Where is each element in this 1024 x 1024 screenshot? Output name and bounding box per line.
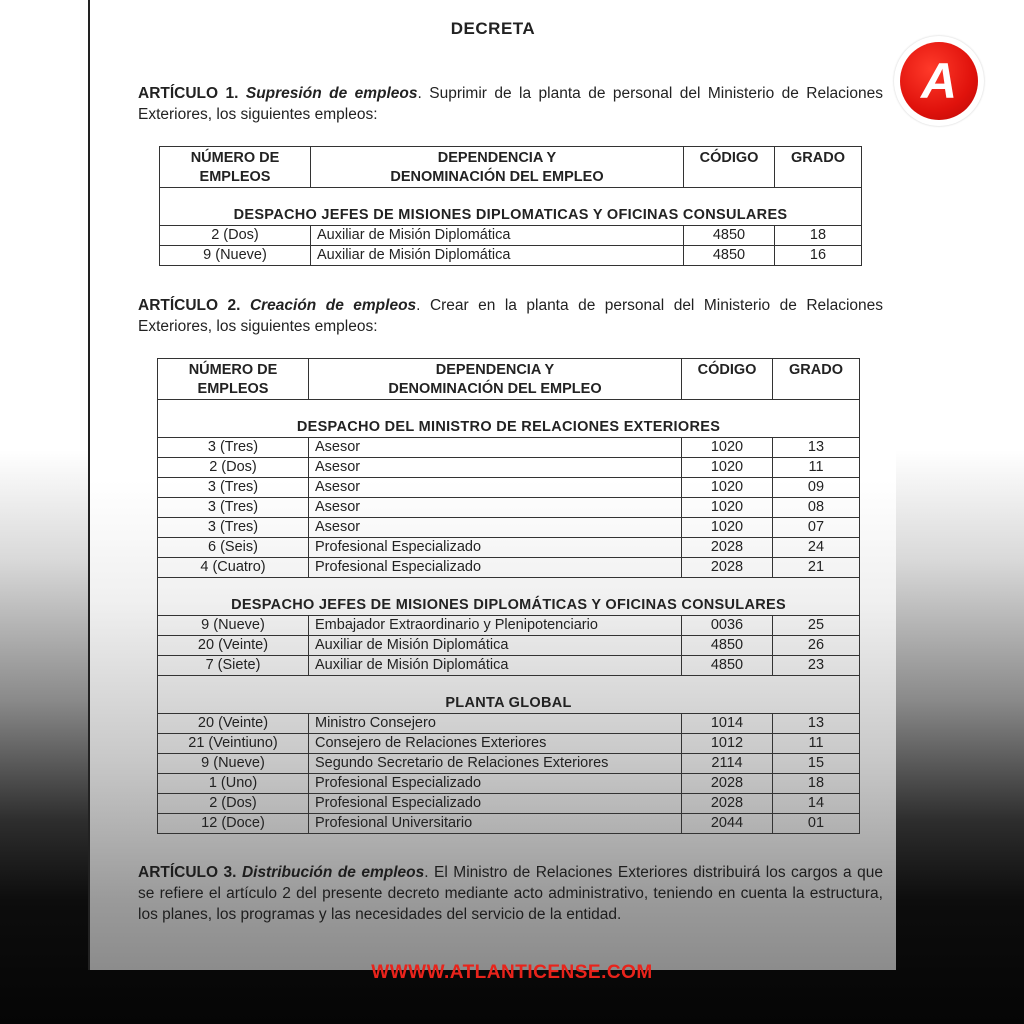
row-code-cell: 4850 (682, 656, 773, 676)
table-row (158, 518, 860, 538)
table-row (158, 734, 860, 754)
table-row (158, 754, 860, 774)
row-code-cell: 2028 (682, 774, 773, 794)
table-row (158, 438, 860, 458)
table-row (158, 558, 860, 578)
row-name-cell: Ministro Consejero (309, 714, 682, 734)
header-numero: NÚMERO DE EMPLEOS (160, 147, 311, 188)
row-grade-cell: 14 (773, 794, 860, 814)
section-title: DESPACHO JEFES DE MISIONES DIPLOMÁTICAS Y OFICINAS CONSULARES (158, 578, 860, 616)
article-2 (138, 295, 883, 337)
section-row (158, 676, 860, 714)
row-name-cell: Segundo Secretario de Relaciones Exteriores (309, 754, 682, 774)
row-number-cell: 3 (Tres) (158, 518, 309, 538)
section-title: DESPACHO DEL MINISTRO DE RELACIONES EXTERIORES (158, 400, 860, 438)
row-grade-cell: 24 (773, 538, 860, 558)
row-name-cell: Auxiliar de Misión Diplomática (311, 246, 684, 266)
row-code-cell: 2114 (682, 754, 773, 774)
row-code-cell: 1020 (682, 498, 773, 518)
row-name-cell: Asesor (309, 458, 682, 478)
row-grade-cell: 01 (773, 814, 860, 834)
row-code-cell: 0036 (682, 616, 773, 636)
row-code-cell: 2028 (682, 558, 773, 578)
row-code-cell: 1012 (682, 734, 773, 754)
table-row (160, 246, 862, 266)
header-grado: GRADO (775, 147, 862, 188)
header-dependencia: DEPENDENCIA Y DENOMINACIÓN DEL EMPLEO (309, 359, 682, 400)
row-number-cell: 2 (Dos) (160, 226, 311, 246)
document-page (88, 0, 896, 970)
row-grade-cell: 25 (773, 616, 860, 636)
row-grade-cell: 23 (773, 656, 860, 676)
row-number-cell: 20 (Veinte) (158, 636, 309, 656)
header-dependencia: DEPENDENCIA Y DENOMINACIÓN DEL EMPLEO (311, 147, 684, 188)
section-row (160, 188, 862, 226)
row-grade-cell: 11 (773, 734, 860, 754)
row-code-cell: 4850 (684, 226, 775, 246)
row-grade-cell: 09 (773, 478, 860, 498)
table-row (158, 814, 860, 834)
row-number-cell: 4 (Cuatro) (158, 558, 309, 578)
table-row (158, 498, 860, 518)
row-grade-cell: 21 (773, 558, 860, 578)
row-name-cell: Profesional Especializado (309, 538, 682, 558)
row-code-cell: 2028 (682, 794, 773, 814)
article-2-text: . Crear en la planta de personal del Ministerio de Relaciones Exteriores, los siguientes empleos: (138, 297, 884, 335)
row-code-cell: 1020 (682, 458, 773, 478)
row-number-cell: 3 (Tres) (158, 438, 309, 458)
table-row (158, 714, 860, 734)
table-row (158, 636, 860, 656)
row-grade-cell: 18 (775, 226, 862, 246)
row-grade-cell: 26 (773, 636, 860, 656)
table-header-row (160, 147, 862, 188)
row-name-cell: Consejero de Relaciones Exteriores (309, 734, 682, 754)
row-grade-cell: 13 (773, 714, 860, 734)
row-code-cell: 1020 (682, 478, 773, 498)
row-number-cell: 3 (Tres) (158, 498, 309, 518)
atlanticense-logo (894, 36, 984, 126)
table-header-row (158, 359, 860, 400)
row-code-cell: 4850 (684, 246, 775, 266)
row-name-cell: Auxiliar de Misión Diplomática (309, 656, 682, 676)
row-grade-cell: 08 (773, 498, 860, 518)
row-grade-cell: 13 (773, 438, 860, 458)
row-number-cell: 2 (Dos) (158, 794, 309, 814)
row-number-cell: 9 (Nueve) (158, 616, 309, 636)
table-row (160, 226, 862, 246)
article-1-label: ARTÍCULO 1. (138, 85, 239, 102)
row-name-cell: Profesional Especializado (309, 774, 682, 794)
section-title: DESPACHO JEFES DE MISIONES DIPLOMATICAS Y OFICINAS CONSULARES (160, 188, 862, 226)
table-row (158, 538, 860, 558)
row-grade-cell: 18 (773, 774, 860, 794)
row-grade-cell: 07 (773, 518, 860, 538)
header-codigo: CÓDIGO (684, 147, 775, 188)
row-name-cell: Profesional Universitario (309, 814, 682, 834)
row-number-cell: 21 (Veintiuno) (158, 734, 309, 754)
header-grado: GRADO (773, 359, 860, 400)
row-grade-cell: 15 (773, 754, 860, 774)
section-row (158, 578, 860, 616)
row-number-cell: 2 (Dos) (158, 458, 309, 478)
row-code-cell: 1020 (682, 438, 773, 458)
row-number-cell: 12 (Doce) (158, 814, 309, 834)
row-number-cell: 9 (Nueve) (158, 754, 309, 774)
article-1-title: Supresión de empleos (245, 85, 418, 102)
section-row (158, 400, 860, 438)
row-name-cell: Profesional Especializado (309, 794, 682, 814)
row-code-cell: 2028 (682, 538, 773, 558)
row-name-cell: Profesional Especializado (309, 558, 682, 578)
row-number-cell: 3 (Tres) (158, 478, 309, 498)
row-number-cell: 1 (Uno) (158, 774, 309, 794)
section-title: PLANTA GLOBAL (158, 676, 860, 714)
row-grade-cell: 11 (773, 458, 860, 478)
table-row (158, 616, 860, 636)
row-number-cell: 6 (Seis) (158, 538, 309, 558)
row-number-cell: 9 (Nueve) (160, 246, 311, 266)
row-number-cell: 20 (Veinte) (158, 714, 309, 734)
row-code-cell: 1020 (682, 518, 773, 538)
table-row (158, 458, 860, 478)
footer-url: WWWW.ATLANTICENSE.COM (371, 962, 653, 983)
article-3-text: . El Ministro de Relaciones Exteriores distribuirá los cargos a que se refiere el artículo 2 del presente decreto mediante acto administrativo, teniendo en cuenta la estructura, los planes, los programas y las necesidades del servicio de la entidad. (138, 864, 883, 923)
article-2-label: ARTÍCULO 2. (138, 297, 241, 314)
row-name-cell: Auxiliar de Misión Diplomática (309, 636, 682, 656)
row-grade-cell: 16 (775, 246, 862, 266)
row-name-cell: Asesor (309, 478, 682, 498)
decree-heading: DECRETA (450, 19, 536, 38)
article-3 (138, 862, 883, 925)
row-name-cell: Auxiliar de Misión Diplomática (311, 226, 684, 246)
header-codigo: CÓDIGO (682, 359, 773, 400)
row-name-cell: Asesor (309, 438, 682, 458)
table-row (158, 774, 860, 794)
table-row (158, 478, 860, 498)
table-row (158, 794, 860, 814)
created-jobs-table (157, 358, 860, 834)
logo-letter: A (900, 42, 978, 120)
article-1-text: . Suprimir de la planta de personal del Ministerio de Relaciones Exteriores, los siguientes empleos: (138, 85, 883, 123)
article-2-title: Creación de empleos (249, 297, 417, 314)
article-3-label: ARTÍCULO 3. (138, 864, 237, 881)
row-name-cell: Asesor (309, 518, 682, 538)
row-code-cell: 4850 (682, 636, 773, 656)
header-numero: NÚMERO DE EMPLEOS (158, 359, 309, 400)
row-number-cell: 7 (Siete) (158, 656, 309, 676)
row-code-cell: 2044 (682, 814, 773, 834)
suppressed-jobs-table (159, 146, 862, 266)
row-name-cell: Asesor (309, 498, 682, 518)
table-row (158, 656, 860, 676)
article-3-title: Distribución de empleos (241, 864, 425, 881)
row-name-cell: Embajador Extraordinario y Plenipotenciario (309, 616, 682, 636)
row-code-cell: 1014 (682, 714, 773, 734)
article-1 (138, 83, 883, 125)
